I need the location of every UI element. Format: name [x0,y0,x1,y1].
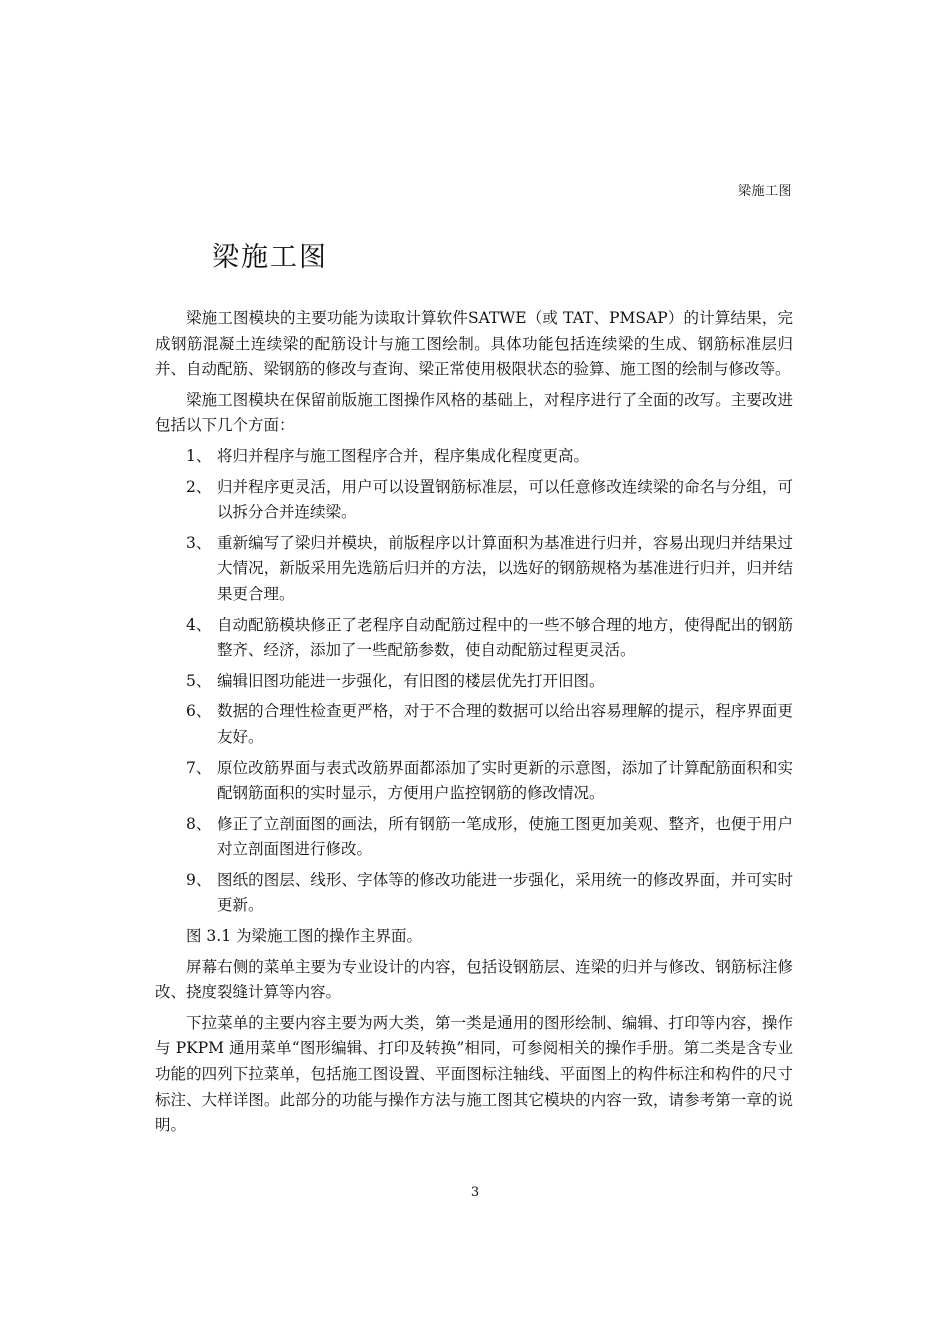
page-title: 梁施工图 [212,242,328,273]
list-item [155,531,793,608]
list-item-number: 2、 [186,477,212,496]
list-item-text: 编辑旧图功能进一步强化，有旧图的楼层优先打开旧图。 [217,671,605,690]
figure-reference: 图 3.1 为梁施工图的操作主界面。 [186,927,423,946]
list-item [155,699,793,750]
list-item-text: 图纸的图层、线形、字体等的修改功能进一步强化，采用统一的修改界面，并可实时更新。 [217,870,793,915]
list-item-number: 4、 [186,615,212,634]
list-item-text: 重新编写了梁归并模块，前版程序以计算面积为基准进行归并，容易出现归并结果过大情况，新版采用先选筋后归并的方法，以选好的钢筋规格为基准进行归并，归并结果更合理。 [217,533,793,603]
improvement-list [155,444,793,919]
list-item [155,444,793,470]
list-item-text: 将归并程序与施工图程序合并，程序集成化程度更高。 [217,446,590,465]
list-item-text: 数据的合理性检查更严格，对于不合理的数据可以给出容易理解的提示，程序界面更友好。 [217,702,793,746]
dropdown-menu-paragraph: 下拉菜单的主要内容主要为两大类，第一类是通用的图形绘制、编辑、打印等内容，操作与 PKPM 通用菜单“图形编辑、打印及转换”相同，可参阅相关的操作手册。第二类是含专业功能的四列下拉菜单，包括施工图设置、平面图标注轴线、平面图上的构件标注和构件的尺寸标注、大样详图。此部分的功能与操作方法与施工图其它模块的内容一致，请参考第一章的说明。 [155,1013,793,1135]
intro-paragraph-2: 梁施工图模块在保留前版施工图操作风格的基础上，对程序进行了全面的改写。主要改进包括以下几个方面： [155,390,793,435]
page-number: 3 [470,1185,480,1200]
list-item [155,613,793,664]
list-item [155,475,793,526]
list-item-number: 3、 [186,533,212,552]
list-item-number: 5、 [186,671,212,690]
list-item-number: 7、 [186,758,212,777]
list-item [155,812,793,863]
body-text [155,306,793,1144]
right-menu-paragraph: 屏幕右侧的菜单主要为专业设计的内容，包括设钢筋层、连梁的归并与修改、钢筋标注修改、挠度裂缝计算等内容。 [155,957,793,1002]
intro-paragraph-1: 梁施工图模块的主要功能为读取计算软件SATWE（或 TAT、PMSAP）的计算结果，完成钢筋混凝土连续梁的配筋设计与施工图绘制。具体功能包括连续梁的生成、钢筋标准层归并、自动配筋、梁钢筋的修改与查询、梁正常使用极限状态的验算、施工图的绘制与修改等。 [155,309,793,379]
list-item-text: 原位改筋界面与表式改筋界面都添加了实时更新的示意图，添加了计算配筋面积和实配钢筋面积的实时显示，方便用户监控钢筋的修改情况。 [217,758,793,803]
list-item-text: 修正了立剖面图的画法，所有钢筋一笔成形，使施工图更加美观、整齐，也便于用户对立剖面图进行修改。 [217,814,793,859]
list-item [155,756,793,807]
list-item-number: 6、 [186,702,212,721]
list-item-number: 9、 [186,870,212,889]
list-item-number: 8、 [186,814,212,833]
list-item-number: 1、 [186,446,212,465]
list-item [155,868,793,919]
list-item-text: 归并程序更灵活，用户可以设置钢筋标准层，可以任意修改连续梁的命名与分组，可以拆分合并连续梁。 [217,477,793,522]
list-item [155,669,793,695]
list-item-text: 自动配筋模块修正了老程序自动配筋过程中的一些不够合理的地方，使得配出的钢筋整齐、经济，添加了一些配筋参数，使自动配筋过程更灵活。 [217,615,793,660]
running-header: 梁施工图 [737,184,792,199]
